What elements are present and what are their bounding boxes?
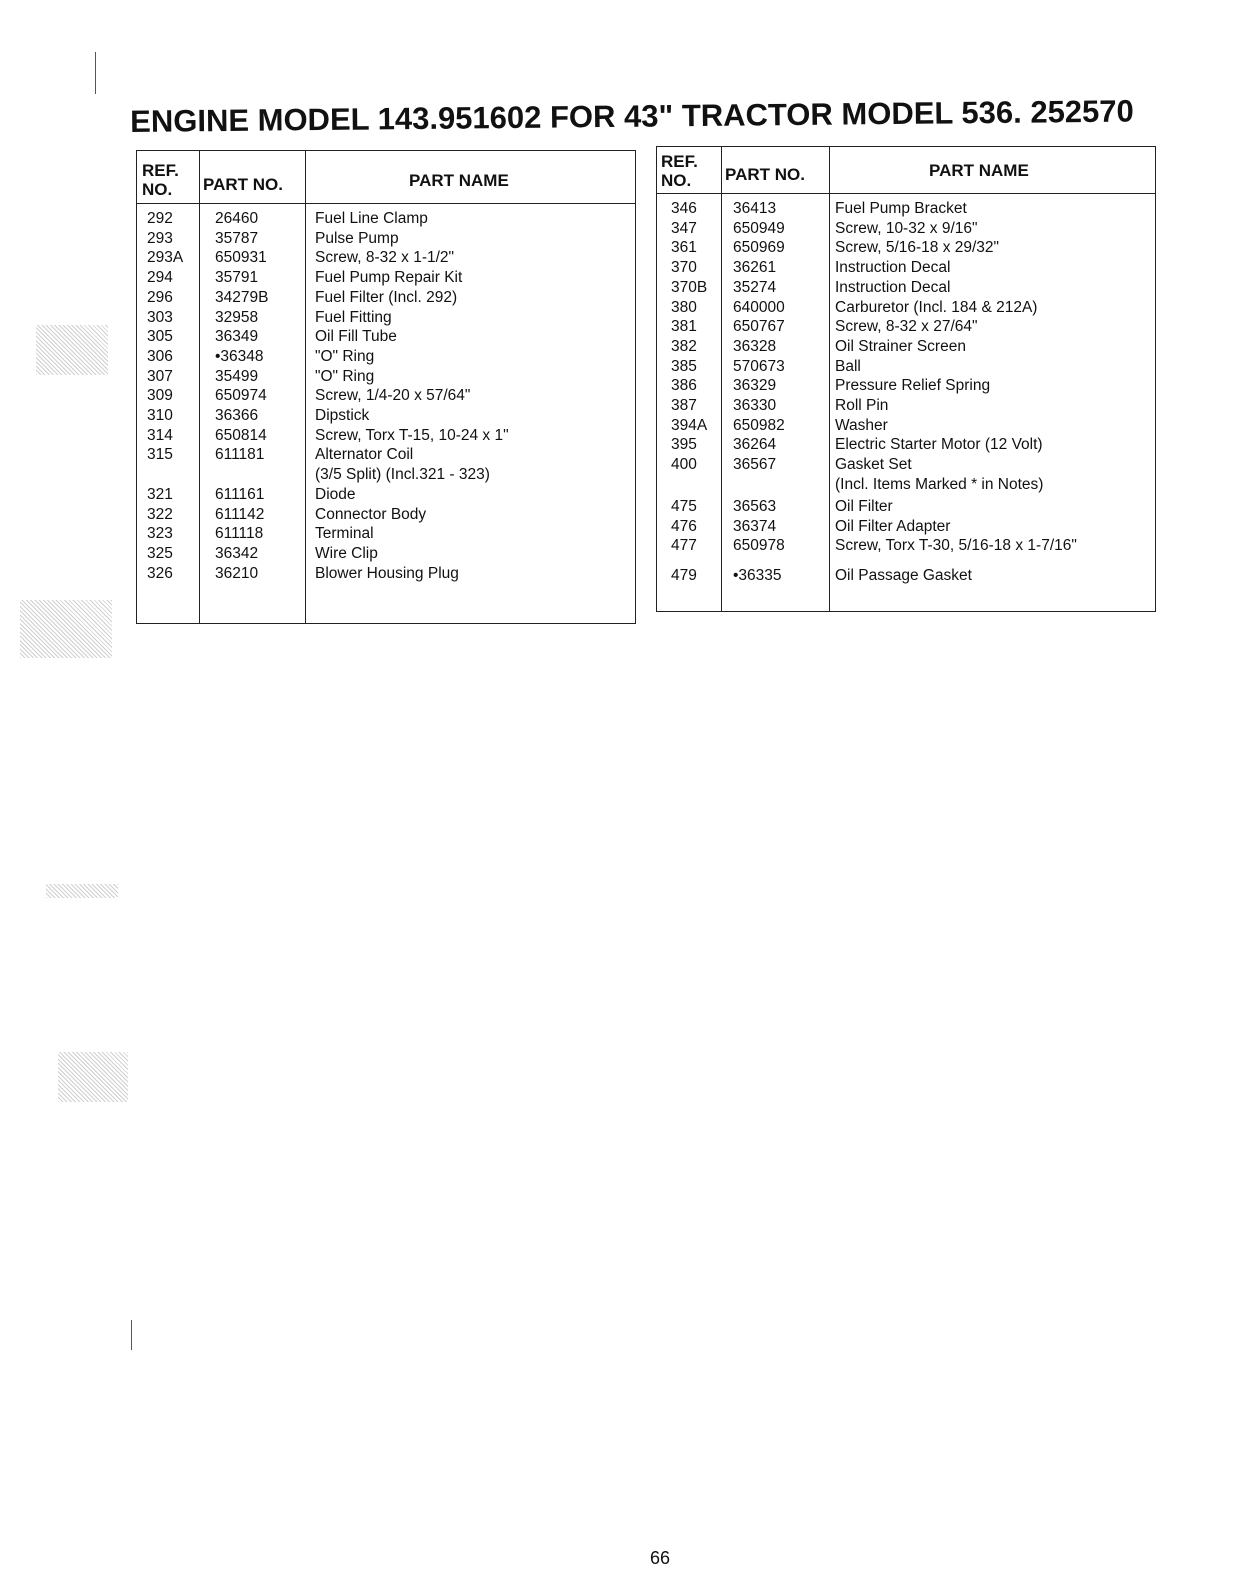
table-row [657, 298, 1155, 318]
header-part-no: PART NO. [725, 165, 805, 184]
part-name-cell: "O" Ring [315, 367, 375, 385]
table-row [657, 278, 1155, 298]
part-no-cell: 36210 [215, 564, 259, 582]
table-row [137, 248, 635, 268]
table-row [137, 465, 635, 485]
part-no-cell: •36348 [215, 347, 264, 365]
ref-no-cell: 323 [147, 525, 173, 543]
part-name-cell: "O" Ring [315, 347, 375, 365]
table-row [657, 435, 1155, 455]
part-name-cell: Screw, 10-32 x 9/16" [835, 219, 978, 237]
ref-no-cell: 292 [147, 210, 173, 227]
header-ref-no [142, 161, 179, 199]
ref-no-cell: 475 [671, 497, 697, 515]
part-no-cell: 640000 [733, 298, 785, 316]
table-row [657, 517, 1155, 537]
part-no-cell: 650931 [215, 249, 267, 267]
part-no-cell: 650969 [733, 239, 785, 257]
part-name-cell: Oil Strainer Screen [835, 337, 966, 355]
ref-no-cell: 305 [147, 328, 173, 346]
table-header [657, 147, 1155, 194]
ref-no-cell: 293A [147, 249, 184, 267]
header-part-no: PART NO. [203, 175, 283, 194]
part-no-cell: 650978 [733, 537, 785, 555]
part-no-cell: 35274 [733, 278, 777, 296]
table-body-left [137, 209, 635, 623]
ref-no-cell: 309 [147, 387, 173, 405]
part-name-cell: Fuel Filter (Incl. 292) [315, 288, 458, 306]
table-header [137, 151, 635, 204]
ref-no-cell: 370B [671, 278, 708, 296]
ref-no-cell: 307 [147, 367, 173, 385]
part-no-cell: 36261 [733, 259, 777, 277]
header-part-name: PART NAME [929, 161, 1029, 180]
table-row [657, 475, 1155, 495]
ref-no-cell: 322 [147, 505, 173, 523]
part-no-cell: 36264 [733, 436, 777, 454]
part-name-cell: Fuel Fitting [315, 308, 392, 326]
table-row [657, 396, 1155, 416]
part-no-cell: 36567 [733, 456, 777, 474]
table-row [137, 406, 635, 426]
table-row [137, 426, 635, 446]
part-name-cell: (3/5 Split) (Incl.321 - 323) [315, 466, 490, 484]
part-no-cell: 650982 [733, 416, 785, 434]
part-no-cell: 36413 [733, 200, 777, 217]
table-row [657, 357, 1155, 377]
ref-no-cell: 315 [147, 446, 173, 464]
table-row [137, 308, 635, 328]
part-no-cell: 611181 [215, 446, 265, 464]
table-row [137, 209, 635, 229]
part-name-cell: Screw, Torx T-30, 5/16-18 x 1-7/16" [835, 537, 1077, 555]
ref-no-cell: 380 [671, 298, 697, 316]
ref-no-cell: 314 [147, 426, 173, 444]
table-row [137, 524, 635, 544]
ref-no-cell: 310 [147, 407, 173, 424]
scan-speckle [58, 1052, 128, 1102]
part-no-cell: 650767 [733, 318, 785, 336]
table-row [657, 337, 1155, 357]
part-name-cell: Carburetor (Incl. 184 & 212A) [835, 298, 1038, 316]
part-name-cell: Fuel Pump Repair Kit [315, 269, 463, 287]
ref-no-cell: 394A [671, 416, 708, 434]
ref-no-cell: 385 [671, 357, 697, 375]
scan-speckle [36, 325, 108, 375]
table-row [137, 386, 635, 406]
ref-no-cell: 303 [147, 308, 173, 326]
ref-no-cell: 386 [671, 377, 697, 395]
part-no-cell: 35787 [215, 229, 259, 247]
table-row [657, 416, 1155, 436]
part-no-cell: 32958 [215, 308, 259, 326]
ref-no-cell: 476 [671, 517, 697, 535]
part-name-cell: Diode [315, 485, 356, 503]
part-no-cell: 650974 [215, 387, 267, 405]
part-name-cell: Screw, 5/16-18 x 29/32" [835, 239, 1000, 257]
parts-table-right [656, 146, 1156, 612]
header-ref-line2: NO. [142, 180, 173, 199]
table-row [657, 536, 1155, 556]
part-no-cell: 36563 [733, 497, 777, 515]
part-no-cell: 611118 [215, 525, 264, 543]
part-name-cell: Connector Body [315, 505, 427, 523]
table-row [137, 268, 635, 288]
part-name-cell: Blower Housing Plug [315, 564, 459, 582]
part-name-cell: Alternator Coil [315, 446, 414, 464]
header-part-name: PART NAME [409, 171, 509, 190]
scan-speckle [20, 600, 112, 658]
ref-no-cell: 479 [671, 567, 697, 585]
table-row [137, 367, 635, 387]
part-name-cell: Dipstick [315, 407, 370, 424]
table-row [137, 288, 635, 308]
header-ref-line1: REF. [142, 161, 179, 180]
table-row [657, 199, 1155, 219]
part-no-cell: 26460 [215, 210, 259, 227]
table-row [137, 485, 635, 505]
scan-mark [95, 52, 96, 94]
table-row [657, 238, 1155, 258]
part-no-cell: 650949 [733, 219, 785, 237]
part-no-cell: 36329 [733, 377, 777, 395]
part-name-cell: Oil Filter [835, 497, 893, 515]
ref-no-cell: 306 [147, 347, 173, 365]
table-row [657, 566, 1155, 586]
table-row [137, 347, 635, 367]
part-no-cell: 570673 [733, 357, 785, 375]
ref-no-cell: 346 [671, 200, 697, 217]
scan-speckle [46, 884, 118, 898]
part-name-cell: Wire Clip [315, 544, 378, 562]
ref-no-cell: 293 [147, 229, 173, 247]
table-body-right [657, 199, 1155, 611]
part-no-cell: 36330 [733, 397, 777, 414]
table-row [657, 219, 1155, 239]
part-name-cell: Terminal [315, 525, 374, 543]
table-row [137, 327, 635, 347]
part-no-cell: 611161 [215, 485, 265, 503]
part-no-cell: 35791 [215, 269, 259, 287]
part-name-cell: (Incl. Items Marked * in Notes) [835, 475, 1044, 493]
ref-no-cell: 395 [671, 436, 697, 454]
part-name-cell: Screw, 8-32 x 1-1/2" [315, 249, 455, 267]
part-name-cell: Fuel Pump Bracket [835, 200, 967, 217]
part-no-cell: 36328 [733, 337, 777, 355]
header-ref-no [661, 152, 698, 190]
part-name-cell: Screw, Torx T-15, 10-24 x 1" [315, 426, 509, 444]
part-name-cell: Fuel Line Clamp [315, 210, 428, 227]
part-no-cell: 36349 [215, 328, 259, 346]
ref-no-cell: 347 [671, 219, 697, 237]
part-no-cell: 611142 [215, 505, 265, 523]
ref-no-cell: 294 [147, 269, 173, 287]
part-name-cell: Pressure Relief Spring [835, 377, 991, 395]
part-no-cell: 34279B [215, 288, 269, 306]
part-no-cell: 36342 [215, 544, 259, 562]
table-row [657, 317, 1155, 337]
part-name-cell: Instruction Decal [835, 278, 951, 296]
part-name-cell: Oil Passage Gasket [835, 567, 972, 585]
table-row [137, 445, 635, 465]
table-row [657, 497, 1155, 517]
part-name-cell: Instruction Decal [835, 259, 951, 277]
table-row [657, 258, 1155, 278]
header-ref-line1: REF. [661, 152, 698, 171]
header-ref-line2: NO. [661, 171, 692, 190]
part-name-cell: Oil Fill Tube [315, 328, 397, 346]
ref-no-cell: 400 [671, 456, 697, 474]
table-row [657, 376, 1155, 396]
part-name-cell: Roll Pin [835, 397, 889, 414]
ref-no-cell: 477 [671, 537, 697, 555]
part-name-cell: Ball [835, 357, 861, 375]
ref-no-cell: 387 [671, 397, 697, 414]
part-name-cell: Screw, 1/4-20 x 57/64" [315, 387, 471, 405]
part-no-cell: 36366 [215, 407, 259, 424]
part-no-cell: 650814 [215, 426, 267, 444]
ref-no-cell: 326 [147, 564, 173, 582]
part-no-cell: 36374 [733, 517, 777, 535]
ref-no-cell: 370 [671, 259, 697, 277]
part-name-cell: Electric Starter Motor (12 Volt) [835, 436, 1043, 454]
ref-no-cell: 382 [671, 337, 697, 355]
ref-no-cell: 381 [671, 318, 697, 336]
part-name-cell: Gasket Set [835, 456, 912, 474]
part-name-cell: Pulse Pump [315, 229, 399, 247]
table-row [137, 564, 635, 584]
part-no-cell: •36335 [733, 567, 782, 585]
ref-no-cell: 321 [147, 485, 173, 503]
page-title: ENGINE MODEL 143.951602 FOR 43" TRACTOR MODEL 536. 252570 [130, 93, 1134, 139]
part-name-cell: Washer [835, 416, 888, 434]
part-no-cell: 35499 [215, 367, 259, 385]
ref-no-cell: 296 [147, 288, 173, 306]
page-number: 66 [650, 1548, 671, 1568]
table-row [137, 544, 635, 564]
ref-no-cell: 361 [671, 239, 697, 257]
parts-table-left [136, 150, 636, 624]
table-row [657, 455, 1155, 475]
part-name-cell: Screw, 8-32 x 27/64" [835, 318, 978, 336]
part-name-cell: Oil Filter Adapter [835, 517, 951, 535]
scan-mark [131, 1320, 132, 1350]
table-row [137, 229, 635, 249]
ref-no-cell: 325 [147, 544, 173, 562]
table-row [137, 505, 635, 525]
